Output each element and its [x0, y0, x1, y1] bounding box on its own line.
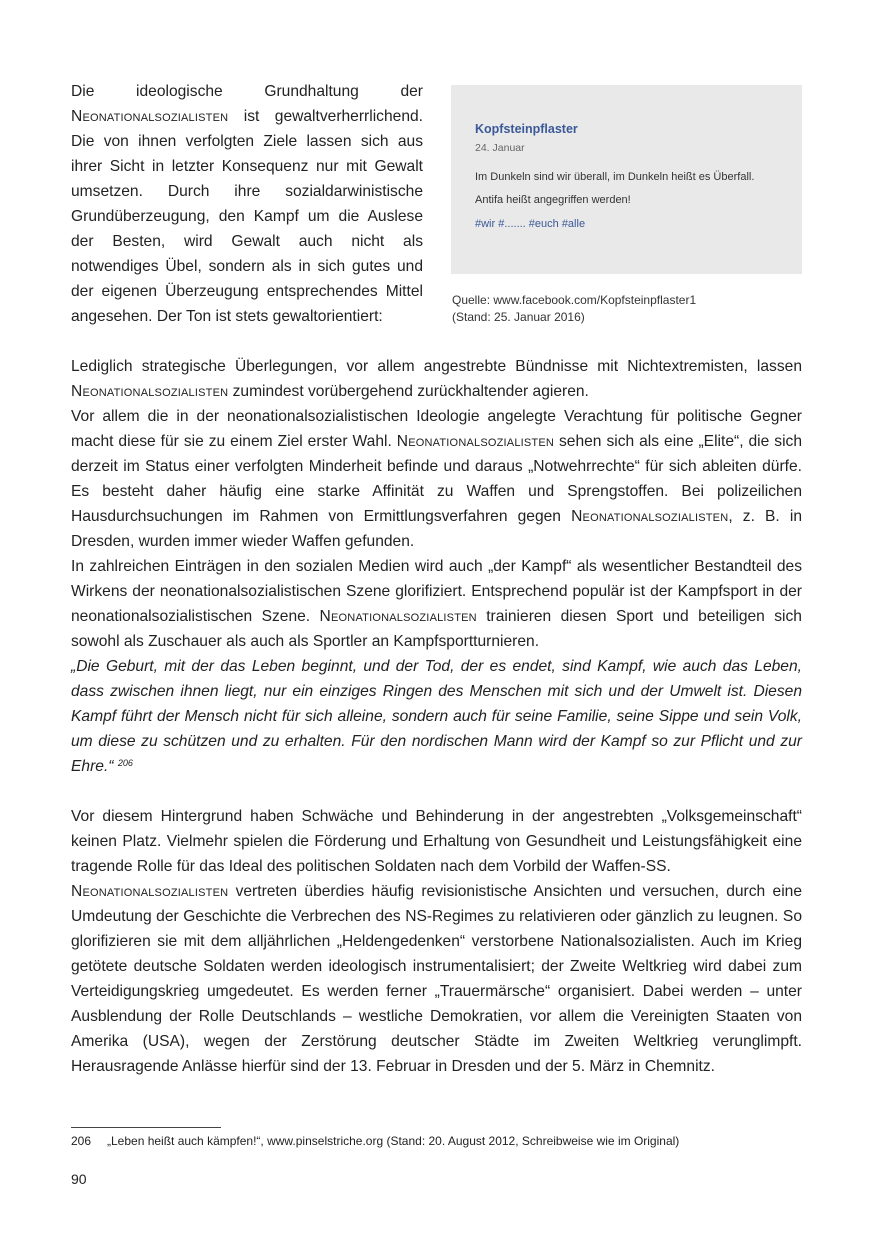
term-neonationalsozialisten: Neonationalsozialisten — [71, 883, 229, 900]
post-text-line-2: Antifa heißt angegriffen werden! — [475, 194, 631, 206]
p2-middle: sehen sich als eine „Elite“, die sich derzeit im Status einer verfolgten Minderheit befinde und daraus „Notwehrrechte“ für sich ableiten dürfe. Es besteht daher häufig eine starke Affinität zu Waffen und Sprengstoffen. Bei polizeilichen Hausdurchsuchungen im Rahmen von Ermittlungsverfahren gegen — [71, 433, 803, 525]
quote-text: „Die Geburt, mit der das Leben beginnt, und der Tod, der es endet, sind Kampf, wie auch das Leben, dass zwischen ihnen liegt, nur ein einziges Ringen des Menschen mit sich und der Umwelt ist. Diesen Kampf führt der Mensch nicht für sich alleine, sondern auch für seine Familie, seine Sippe und sein Volk, um diese zu schützen und zu erhalten. Für den nordischen Mann wird der Kampf so zur Pflicht und zur Ehre.“ — [71, 658, 802, 775]
p2-before: Vor allem die in der neonationalsozialistischen Ideologie angelegte Verachtung für politische Gegner macht diese für sie zu einem Ziel erster Wahl. — [71, 408, 802, 450]
term-neonationalsozialisten: Neonationalsozialisten — [396, 433, 555, 450]
paragraph-2 — [71, 404, 802, 554]
footnote-reference: 206 — [117, 758, 133, 768]
p1-before: Lediglich strategische Überlegungen, vor allem angestrebte Bündnisse mit Nichtextremisten, lassen — [71, 358, 802, 375]
main-text — [71, 354, 802, 1079]
p1-after: zumindest vorübergehend zurückhaltender agieren. — [228, 383, 589, 400]
footnote-divider — [71, 1127, 221, 1128]
page-number: 90 — [71, 1171, 87, 1187]
paragraph-3 — [71, 554, 802, 654]
intro-paragraph — [71, 79, 423, 329]
term-neonationalsozialisten: Neonationalsozialisten — [71, 108, 229, 125]
intro-text-before: Die ideologische Grundhaltung der — [71, 83, 423, 100]
p3-before: In zahlreichen Einträgen in den sozialen Medien wird auch „der Kampf“ als wesentlicher Bestandteil des Wirkens der neonationalsozialistischen Szene glorifiziert. Entsprechend populär ist der Kampfsport in der neonationalsozialistischen Szene. — [71, 558, 802, 625]
post-date: 24. Januar — [475, 142, 525, 154]
post-hashtags: #wir #....... #euch #alle — [475, 218, 586, 230]
paragraph-4: Vor diesem Hintergrund haben Schwäche und Behinderung in der angestrebten „Volksgemeinschaft“ keinen Platz. Vielmehr spielen die Förderung und Erhaltung von Gesundheit und Leistungsfähigkeit eine tragende Rolle für das Ideal des politischen Soldaten nach dem Vorbild der Waffen-SS. — [71, 808, 802, 875]
paragraph-1 — [71, 354, 802, 404]
term-neonationalsozialisten: Neonationalsozialisten — [571, 508, 729, 525]
footnote-text: „Leben heißt auch kämpfen!“, www.pinselstriche.org (Stand: 20. August 2012, Schreibweise wie im Original) — [107, 1134, 680, 1148]
term-neonationalsozialisten: Neonationalsozialisten — [319, 608, 477, 625]
image-caption — [452, 292, 812, 326]
intro-text-after: ist gewaltverherrlichend. Die von ihnen verfolgten Ziele lassen sich aus ihrer Sicht in letzter Konsequenz nur mit Gewalt umsetzen. Durch ihre sozialdarwinistische Grundüberzeugung, den Kampf um die Auslese der Besten, wird Gewalt auch nicht als notwendiges Übel, sondern als in sich gutes und der eigenen Überzeugung entsprechendes Mittel angesehen. Der Ton ist stets gewaltorientiert: — [71, 108, 423, 325]
post-text-line-1: Im Dunkeln sind wir überall, im Dunkeln heißt es Überfall. — [475, 171, 755, 183]
footnote — [71, 1133, 679, 1150]
footnote-number: 206 — [71, 1134, 92, 1148]
p5-after: vertreten überdies häufig revisionistische Ansichten und versuchen, durch eine Umdeutung der Geschichte die Verbrechen des NS-Regimes zu relativieren oder gänzlich zu leugnen. So glorifizieren sie mit dem alljährlichen „Heldengedenken“ verstorbene Nationalsozialisten. Auch im Krieg getötete deutsche Soldaten werden ideologisch instrumentalisiert; der Zweite Weltkrieg wird dabei zum Verteidigungskrieg umgedeutet. Es werden ferner „Trauermärsche“ organisiert. Dabei werden – unter Ausblendung der Rolle Deutschlands – westliche Demokratien, vor allem die Vereinigten Staaten von Amerika (USA), wegen der Zerstörung deutscher Städte im Zweiten Weltkrieg verunglimpft. Herausragende Anlässe hierfür sind der 13. Februar in Dresden und der 5. März in Chemnitz. — [71, 883, 802, 1075]
p3-after: trainieren diesen Sport und beteiligen sich sowohl als Zuschauer als auch als Sportler an Kampfsportturnieren. — [71, 608, 802, 650]
caption-date: (Stand: 25. Januar 2016) — [452, 310, 585, 324]
post-author: Kopfsteinpflaster — [475, 122, 578, 136]
caption-source: Quelle: www.facebook.com/Kopfsteinpflaster1 — [452, 293, 697, 307]
paragraph-5 — [71, 879, 802, 1079]
term-neonationalsozialisten: Neonationalsozialisten — [71, 383, 229, 400]
p2-after: , z. B. in Dresden, wurden immer wieder Waffen gefunden. — [71, 508, 802, 550]
facebook-post-screenshot — [451, 85, 802, 274]
block-quote — [71, 654, 802, 779]
